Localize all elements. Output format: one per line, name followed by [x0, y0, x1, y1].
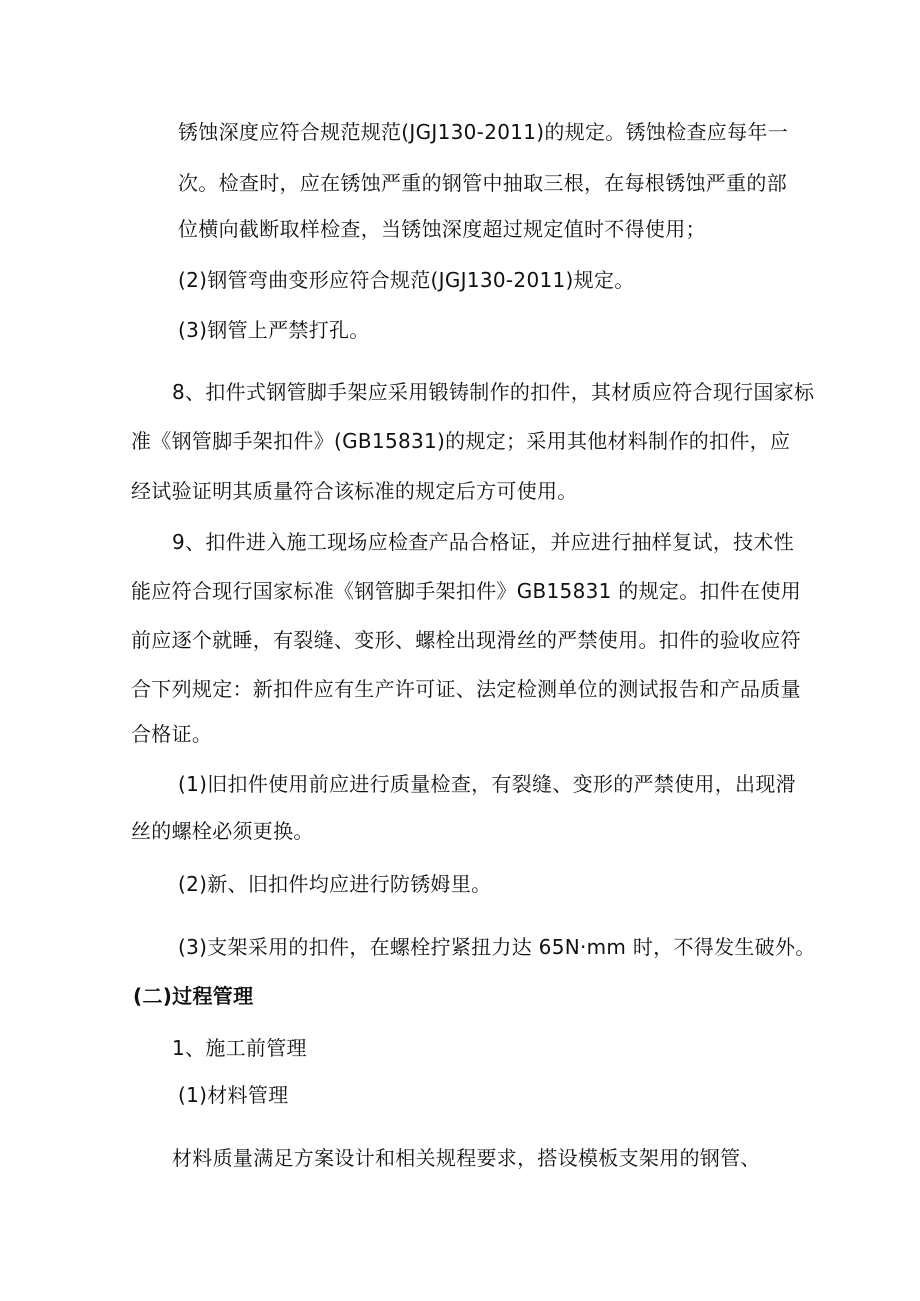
body-text-line: 材料质量满足方案设计和相关规程要求，搭设模板支架用的钢管、 — [172, 1146, 761, 1170]
body-text-line: 9、扣件进入施工现场应检查产品合格证，并应进行抽样复试，技术性 — [172, 530, 795, 554]
body-text-line: (2)新、旧扣件均应进行防锈姆里。 — [178, 872, 492, 896]
subsection-heading: 1、施工前管理 — [172, 1036, 307, 1060]
body-text-line: (3)钢管上严禁打孔。 — [178, 318, 370, 342]
body-text-line: (1)旧扣件使用前应进行质量检查，有裂缝、变形的严禁使用，出现滑 — [178, 772, 796, 796]
body-text-line: (2)钢管弯曲变形应符合规范(JGJ130-2011)规定。 — [178, 268, 635, 292]
body-text-line: 锈蚀深度应符合规范规范(JGJ130-2011)的规定。锈蚀检查应每年一 — [178, 120, 788, 144]
body-text-line: 合下列规定：新扣件应有生产许可证、法定检测单位的测试报告和产品质量 — [131, 677, 801, 701]
body-text-line: 8、扣件式钢管脚手架应采用锻铸制作的扣件，其材质应符合现行国家标 — [172, 380, 815, 404]
body-text-line: 合格证。 — [131, 722, 213, 746]
subsection-heading: (1)材料管理 — [178, 1083, 289, 1107]
body-text-line: 位横向截断取样检查，当锈蚀深度超过规定值时不得使用； — [178, 217, 706, 241]
body-text-line: 能应符合现行国家标准《钢管脚手架扣件》GB15831 的规定。扣件在使用 — [131, 579, 801, 603]
body-text-line: (3)支架采用的扣件，在螺栓拧紧扭力达 65N·mm 时，不得发生破外。 — [178, 935, 816, 959]
body-text-line: 经试验证明其质量符合该标准的规定后方可使用。 — [131, 479, 578, 503]
body-text-line: 丝的螺栓必须更换。 — [131, 819, 314, 843]
section-heading: (二)过程管理 — [133, 984, 254, 1008]
body-text-line: 前应逐个就睡，有裂缝、变形、螺栓出现滑丝的严禁使用。扣件的验收应符 — [131, 628, 801, 652]
body-text-line: 次。检查时，应在锈蚀严重的钢管中抽取三根，在每根锈蚀严重的部 — [178, 171, 787, 195]
body-text-line: 准《钢管脚手架扣件》(GB15831)的规定；采用其他材料制作的扣件，应 — [131, 429, 791, 453]
